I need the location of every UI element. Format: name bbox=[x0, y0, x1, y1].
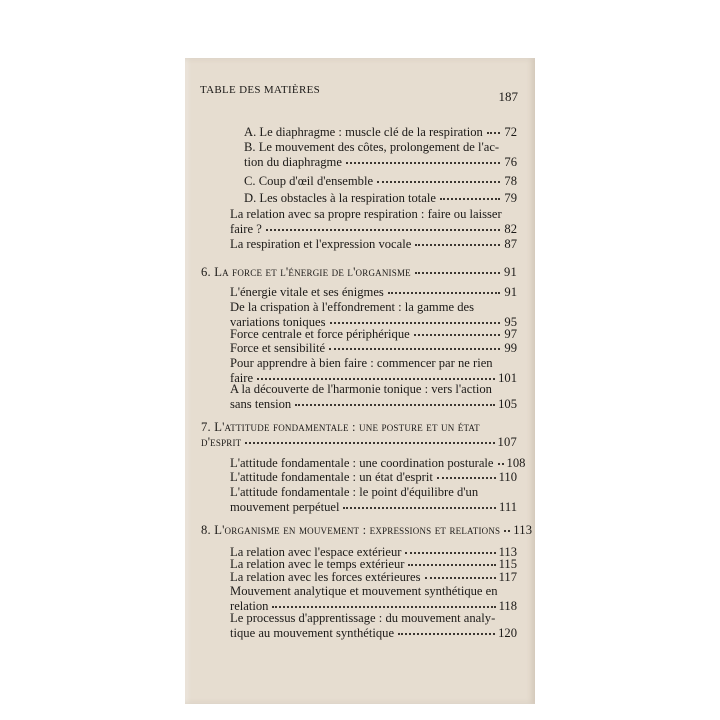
toc-line bbox=[230, 341, 517, 356]
toc-entry-title: sans tension bbox=[230, 397, 292, 411]
toc-entry-page: 117 bbox=[498, 570, 517, 584]
toc-entry-title: Pour apprendre à bien faire : commencer par ne rien bbox=[230, 356, 493, 370]
dot-leader bbox=[425, 577, 496, 579]
toc-entry-title: A la découverte de l'harmonie tonique : vers l'action bbox=[230, 382, 492, 396]
dot-leader bbox=[257, 378, 495, 380]
toc-line bbox=[201, 265, 517, 280]
toc-entry-title: C. Coup d'œil d'ensemble bbox=[244, 174, 374, 188]
toc-entry-title: faire ? bbox=[230, 222, 262, 236]
toc-entry-title: L'attitude fondamentale : un état d'esprit bbox=[230, 470, 433, 484]
toc-entry bbox=[230, 207, 517, 237]
toc-entry bbox=[230, 237, 517, 252]
toc-entry-title: 8. L'organisme en mouvement : expressions et relations bbox=[201, 523, 501, 537]
toc-entry-title: L'énergie vitale et ses énigmes bbox=[230, 285, 384, 299]
toc-entry-title: B. Le mouvement des côtes, prolongement de l'ac- bbox=[244, 140, 500, 154]
toc-entry bbox=[244, 140, 517, 170]
toc-line bbox=[230, 285, 517, 300]
toc-entry bbox=[244, 191, 517, 206]
toc-entry-title: relation bbox=[230, 599, 269, 613]
toc-entry bbox=[230, 611, 517, 641]
toc-entry-page: 113 bbox=[498, 545, 517, 559]
dot-leader bbox=[408, 564, 495, 566]
toc-entry-page: 120 bbox=[498, 626, 517, 640]
toc-entry-page: 79 bbox=[504, 191, 517, 205]
toc-entry-title: 7. L'attitude fondamentale : une posture et un état bbox=[201, 420, 480, 434]
toc-entry-page: 82 bbox=[504, 222, 517, 236]
toc-line bbox=[201, 420, 517, 435]
dot-leader bbox=[440, 198, 500, 200]
toc-entry-page: 115 bbox=[498, 557, 517, 571]
toc-entry-page: 99 bbox=[504, 341, 517, 355]
toc-line bbox=[230, 327, 517, 342]
toc-line bbox=[230, 222, 517, 237]
toc-line bbox=[201, 435, 517, 450]
toc-line bbox=[230, 570, 517, 585]
dot-leader bbox=[377, 181, 500, 183]
toc-entry-page: 101 bbox=[498, 371, 517, 385]
toc-entry bbox=[230, 485, 517, 515]
toc-entry-page: 108 bbox=[506, 456, 526, 470]
toc-entry-title: La relation avec sa propre respiration : faire ou laisser bbox=[230, 207, 502, 221]
toc-entry bbox=[230, 300, 517, 330]
toc-entry-page: 97 bbox=[504, 327, 517, 341]
toc-line bbox=[244, 174, 517, 189]
toc-entry-title: La respiration et l'expression vocale bbox=[230, 237, 412, 251]
toc-entry-title: variations toniques bbox=[230, 315, 326, 329]
toc-line bbox=[230, 470, 517, 485]
toc-entry-title: L'attitude fondamentale : le point d'équilibre d'un bbox=[230, 485, 479, 499]
page-header bbox=[200, 84, 518, 102]
toc-entry-title: d'esprit bbox=[201, 435, 242, 449]
toc-entry bbox=[230, 570, 517, 585]
toc-entry-page: 78 bbox=[504, 174, 517, 188]
toc-entry-title: Mouvement analytique et mouvement synthétique en bbox=[230, 584, 498, 598]
toc-entry-title: La relation avec les forces extérieures bbox=[230, 570, 421, 584]
toc-entry bbox=[230, 456, 526, 471]
toc-entry-page: 72 bbox=[504, 125, 517, 139]
dot-leader bbox=[272, 606, 495, 608]
toc-entry-title: D. Les obstacles à la respiration totale bbox=[244, 191, 436, 205]
toc-entry bbox=[230, 584, 517, 614]
dot-leader bbox=[415, 272, 500, 274]
toc-entry-page: 111 bbox=[499, 500, 517, 514]
toc-entry-page: 91 bbox=[504, 285, 517, 299]
dot-leader bbox=[330, 322, 501, 324]
toc-line bbox=[230, 300, 517, 315]
page-number: 187 bbox=[498, 89, 518, 104]
toc-entry-page: 118 bbox=[498, 599, 517, 613]
toc-entry-title: 6. La force et l'énergie de l'organisme bbox=[201, 265, 411, 279]
dot-leader bbox=[414, 334, 500, 336]
dot-leader bbox=[343, 507, 496, 509]
toc-entry-title: Le processus d'apprentissage : du mouvement analy- bbox=[230, 611, 496, 625]
toc-entry-title: tique au mouvement synthétique bbox=[230, 626, 395, 640]
toc-entry-title: L'attitude fondamentale : une coordination posturale bbox=[230, 456, 494, 470]
toc-entry-page: 91 bbox=[504, 265, 517, 279]
toc-line bbox=[230, 626, 517, 641]
toc-chapter-entry bbox=[201, 420, 517, 450]
dot-leader bbox=[398, 633, 495, 635]
toc-entry bbox=[244, 174, 517, 189]
toc-entry-title: La relation avec le temps extérieur bbox=[230, 557, 405, 571]
toc-chapter-entry bbox=[201, 265, 517, 280]
toc-entry-page: 105 bbox=[498, 397, 517, 411]
toc-line bbox=[230, 356, 517, 371]
toc-entry-title: tion du diaphragme bbox=[244, 155, 342, 169]
toc-line bbox=[230, 584, 517, 599]
toc-entry bbox=[230, 327, 517, 342]
toc-line bbox=[244, 191, 517, 206]
dot-leader bbox=[329, 348, 500, 350]
toc-line bbox=[230, 611, 517, 626]
dot-leader bbox=[498, 463, 504, 465]
dot-leader bbox=[487, 132, 500, 134]
toc-entry-page: 95 bbox=[504, 315, 517, 329]
toc-chapter-entry bbox=[201, 523, 533, 538]
dot-leader bbox=[266, 229, 500, 231]
toc-line bbox=[244, 155, 517, 170]
dot-leader bbox=[245, 442, 494, 444]
dot-leader bbox=[504, 530, 510, 532]
toc-entry-title: A. Le diaphragme : muscle clé de la respiration bbox=[244, 125, 483, 139]
toc-entry-page: 87 bbox=[504, 237, 517, 251]
toc-entry-title: mouvement perpétuel bbox=[230, 500, 340, 514]
running-title: TABLE DES MATIÈRES bbox=[200, 84, 321, 96]
toc-line bbox=[230, 237, 517, 252]
toc-entry bbox=[230, 470, 517, 485]
toc-entry bbox=[230, 382, 517, 412]
toc-entry-page: 110 bbox=[498, 470, 517, 484]
dot-leader bbox=[388, 292, 500, 294]
toc-line bbox=[230, 397, 517, 412]
toc-line bbox=[230, 382, 517, 397]
dot-leader bbox=[405, 552, 495, 554]
toc-entry-title: De la crispation à l'effondrement : la gamme des bbox=[230, 300, 475, 314]
dot-leader bbox=[295, 404, 495, 406]
toc-entry-title: faire bbox=[230, 371, 254, 385]
toc-line bbox=[201, 523, 533, 538]
toc-line bbox=[230, 456, 526, 471]
toc-entry bbox=[230, 285, 517, 300]
toc-entry-page: 113 bbox=[513, 523, 533, 537]
toc-entry bbox=[230, 341, 517, 356]
toc-line bbox=[230, 500, 517, 515]
dot-leader bbox=[437, 477, 496, 479]
toc-entry-title: La relation avec l'espace extérieur bbox=[230, 545, 402, 559]
toc-line bbox=[244, 140, 517, 155]
toc-line bbox=[244, 125, 517, 140]
toc-entry bbox=[244, 125, 517, 140]
toc-entry-title: Force centrale et force périphérique bbox=[230, 327, 410, 341]
dot-leader bbox=[346, 162, 500, 164]
dot-leader bbox=[415, 244, 500, 246]
toc-entry-page: 107 bbox=[497, 435, 517, 449]
toc-line bbox=[230, 207, 517, 222]
toc-entry-page: 76 bbox=[504, 155, 517, 169]
toc-entry-title: Force et sensibilité bbox=[230, 341, 326, 355]
toc-line bbox=[230, 485, 517, 500]
